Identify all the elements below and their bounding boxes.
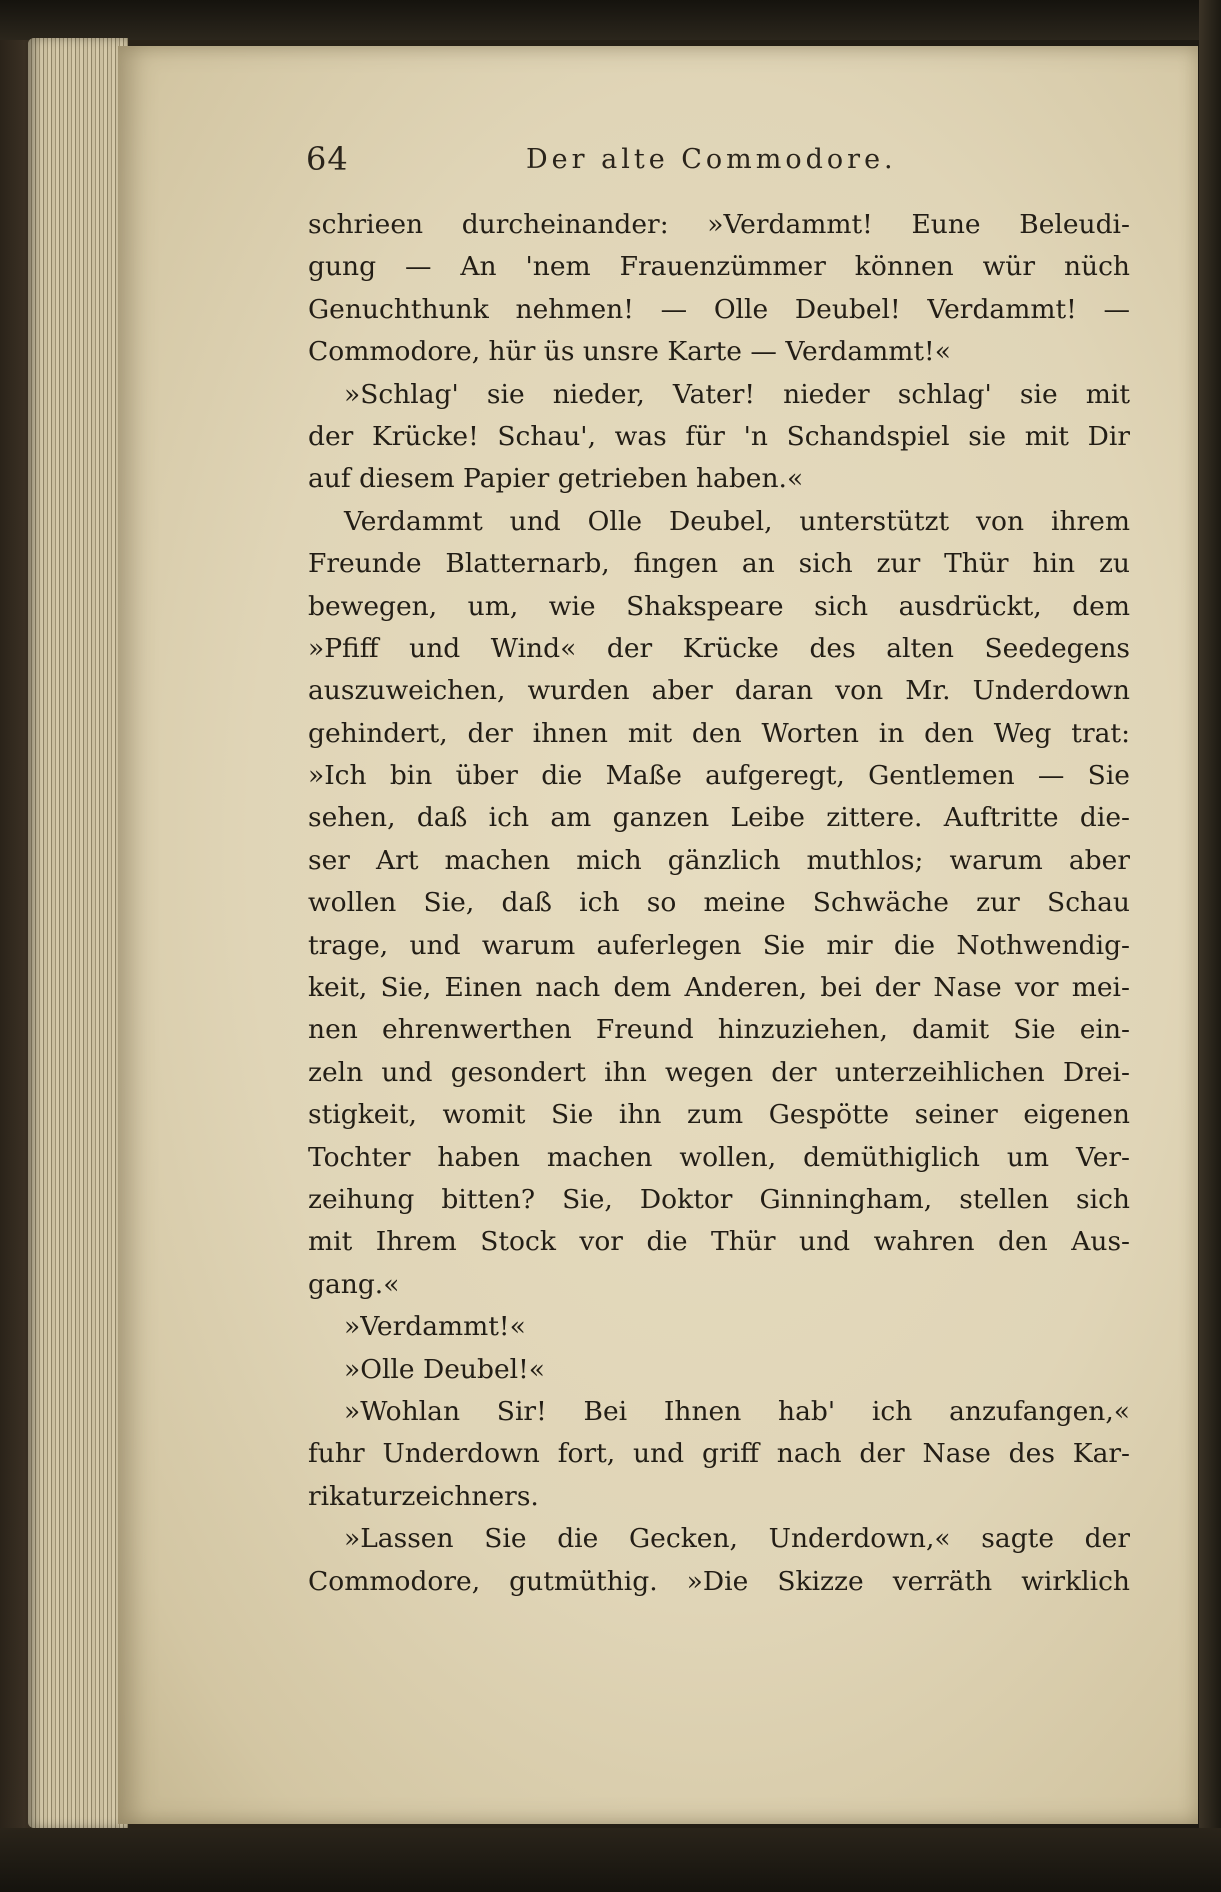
- text-line: gang.«: [308, 1268, 400, 1300]
- text-line: gung — An 'nem Frauenzümmer können wür nüch: [308, 251, 1130, 283]
- text-line: »Verdammt!«: [344, 1311, 526, 1343]
- text-line: rikaturzeichners.: [308, 1480, 539, 1512]
- text-line: »Olle Deubel!«: [344, 1353, 545, 1385]
- book-cover-bottom: [0, 1828, 1221, 1892]
- running-title: Der alte Commodore.: [526, 144, 897, 175]
- page-number: 64: [306, 140, 349, 178]
- text-line: trage, und warum auferlegen Sie mir die Nothwendig-: [308, 929, 1130, 961]
- text-line: Commodore, gutmüthig. »Die Skizze verräth wirklich: [308, 1565, 1130, 1597]
- book-cover-top: [0, 0, 1221, 40]
- text-line: ser Art machen mich gänzlich muthlos; warum aber: [308, 844, 1130, 876]
- text-line: »Lassen Sie die Gecken, Underdown,« sagte der: [344, 1523, 1130, 1555]
- page-header: [306, 140, 1136, 188]
- text-line: wollen Sie, daß ich so meine Schwäche zur Schau: [308, 887, 1130, 919]
- text-line: stigkeit, womit Sie ihn zum Gespötte seiner eigenen: [308, 1099, 1130, 1131]
- book-cover-right: [1199, 0, 1221, 1892]
- text-line: »Pfiff und Wind« der Krücke des alten Seedegens: [308, 632, 1130, 664]
- text-line: der Krücke! Schau', was für 'n Schandspiel sie mit Dir: [308, 420, 1130, 452]
- text-line: Verdammt und Olle Deubel, unterstützt von ihrem: [344, 505, 1130, 537]
- text-line: zeln und gesondert ihn wegen der unterzeihlichen Drei-: [308, 1056, 1130, 1088]
- text-line: Commodore, hür üs unsre Karte — Verdammt!«: [308, 336, 951, 368]
- text-line: »Ich bin über die Maße aufgeregt, Gentlemen — Sie: [308, 760, 1130, 792]
- text-line: schrieen durcheinander: »Verdammt! Eune Beleudi-: [308, 209, 1130, 240]
- body-text: [308, 204, 1130, 1603]
- text-line: sehen, daß ich am ganzen Leibe zittere. Auftritte die-: [308, 802, 1130, 834]
- text-line: auf diesem Papier getrieben haben.«: [308, 463, 804, 495]
- text-line: »Schlag' sie nieder, Vater! nieder schlag' sie mit: [344, 378, 1130, 410]
- text-line: Genuchthunk nehmen! — Olle Deubel! Verdammt! —: [308, 293, 1130, 325]
- text-line: gehindert, der ihnen mit den Worten in den Weg trat:: [308, 717, 1130, 749]
- text-line: nen ehrenwerthen Freund hinzuziehen, damit Sie ein-: [308, 1014, 1130, 1046]
- text-line: keit, Sie, Einen nach dem Anderen, bei der Nase vor mei-: [308, 972, 1130, 1004]
- text-line: Freunde Blatternarb, fingen an sich zur Thür hin zu: [308, 548, 1130, 580]
- text-line: auszuweichen, wurden aber daran von Mr. Underdown: [308, 675, 1130, 707]
- page-edges: [28, 38, 128, 1828]
- text-line: »Wohlan Sir! Bei Ihnen hab' ich anzufangen,«: [344, 1395, 1130, 1427]
- text-line: Tochter haben machen wollen, demüthiglich um Ver-: [308, 1141, 1130, 1173]
- text-line: mit Ihrem Stock vor die Thür und wahren den Aus-: [308, 1226, 1130, 1258]
- text-line: zeihung bitten? Sie, Doktor Ginningham, stellen sich: [308, 1183, 1130, 1215]
- text-line: fuhr Underdown fort, und griff nach der Nase des Kar-: [308, 1438, 1130, 1470]
- text-line: bewegen, um, wie Shakspeare sich ausdrückt, dem: [308, 590, 1130, 622]
